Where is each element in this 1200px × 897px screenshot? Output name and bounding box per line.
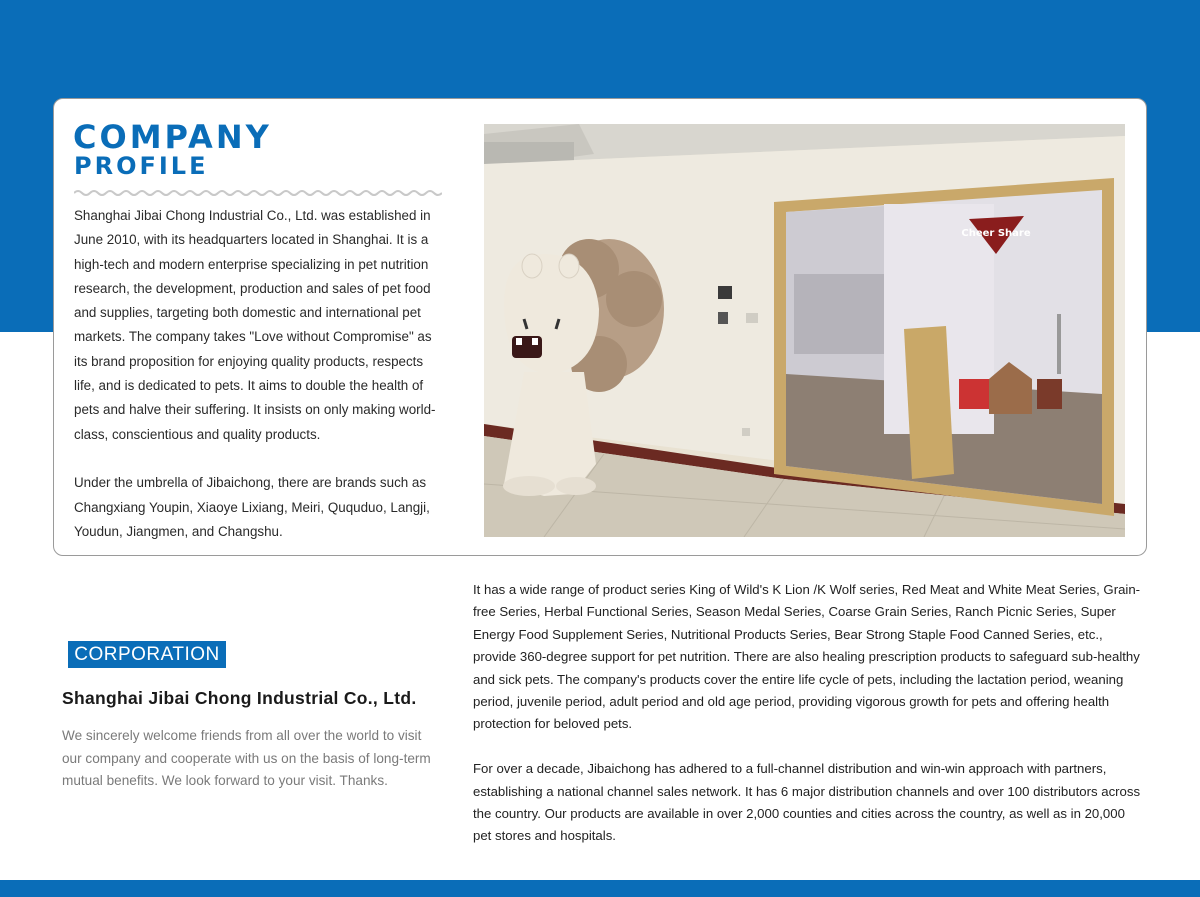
distribution-paragraph: For over a decade, Jibaichong has adhered to a full-channel distribution and win-win approach with partners, establishing a national channel sales network. It has 6 major distribution channels and over 100 distributors across the country. Our products are available in over 2,000 counties and cities across the country, as well as in 20,000 pet stores and hospitals.: [473, 761, 1141, 844]
intro-paragraph: Shanghai Jibai Chong Industrial Co., Ltd. was established in June 2010, with its headquarters located in Shanghai. It is a high-tech and modern enterprise specializing in pet nutrition research, the development, production and sales of pet food and supplies, targeting both domestic and international pet markets. The company takes "Love without Compromise" as its brand proposition for enjoying quality products, respects life, and is dedicated to pets. It aims to double the health of pets and halve their suffering. It insists on only making world-class, conscientious and quality products.: [74, 208, 436, 442]
profile-subtitle: PROFILE: [74, 152, 209, 180]
cheer-share-sign: Cheer Share: [961, 228, 1031, 239]
wave-divider: [74, 188, 442, 198]
bottom-blue-band: [0, 880, 1200, 897]
welcome-message: We sincerely welcome friends from all over the world to visit our company and cooperate with us on the basis of long-term mutual benefits. We look forward to your visit. Thanks.: [62, 728, 431, 788]
office-entrance-photo: [484, 124, 1125, 537]
profile-title: COMPANY: [73, 118, 272, 156]
office-photo-illustration: [484, 124, 1125, 537]
product-series-paragraph: It has a wide range of product series King of Wild's K Lion /K Wolf series, Red Meat and White Meat Series, Grain-free Series, Herbal Functional Series, Season Medal Series, Coarse Grain Series, Ranch Picnic Series, Super Energy Food Supplement Series, Nutritional Products Series, Bear Strong Staple Food Canned Series, etc., provide 360-degree support for pet nutrition. There are also healing prescription products to safeguard sub-healthy and sick pets. The company's products cover the entire life cycle of pets, including the lactation period, weaning period, juvenile period, adult period and old age period, providing vigorous growth for pets and offering health protection for beloved pets.: [473, 582, 1141, 732]
corporation-name: Shanghai Jibai Chong Industrial Co., Ltd.: [62, 688, 417, 708]
corporation-badge: CORPORATION: [68, 641, 226, 668]
brands-paragraph: Under the umbrella of Jibaichong, there are brands such as Changxiang Youpin, Xiaoye Lixiang, Meiri, Ququduo, Langji, Youdun, Jiangmen, and Changshu.: [74, 475, 430, 539]
company-intro: [74, 204, 446, 568]
products-description: [473, 579, 1143, 870]
